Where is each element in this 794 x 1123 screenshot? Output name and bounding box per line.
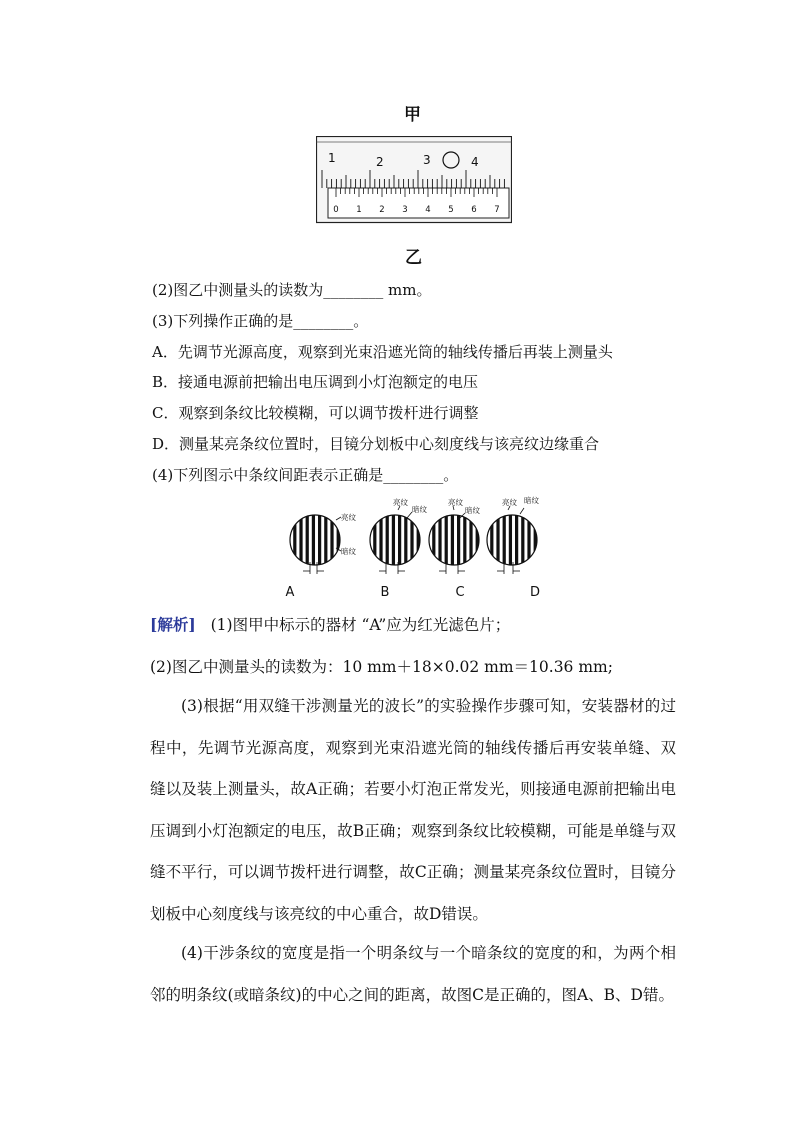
solution-line-1 [150, 614, 676, 636]
fringe-pattern [484, 511, 543, 569]
option-label-a: A [285, 585, 295, 600]
dark-fringe [463, 511, 466, 569]
solution-paragraph-4: (4)干涉条纹的宽度是指一个明条纹与一个暗条纹的宽度的和，为两个相邻的明条纹(或暗条纹)的中心之间的距离，故图C是正确的，图A、B、D错。 [150, 944, 676, 1004]
dark-fringe [527, 511, 530, 569]
fringe-pattern [426, 511, 485, 569]
dark-fringe [482, 511, 485, 569]
vernier-label: 6 [471, 205, 477, 215]
label-dark-d: 暗纹 [524, 496, 539, 505]
vernier-label: 2 [379, 205, 385, 215]
vernier-label: 5 [448, 205, 454, 215]
dark-fringe [330, 511, 333, 569]
label-bright-d: 亮纹 [502, 498, 517, 507]
dark-fringe [293, 511, 296, 569]
dark-fringe [490, 511, 493, 569]
main-scale-label: 4 [471, 155, 479, 169]
dark-fringe [534, 511, 537, 569]
main-scale-label: 3 [423, 153, 431, 167]
dark-fringe [457, 511, 460, 569]
question-3: (3)下列操作正确的是________。 [152, 312, 369, 330]
figure-caption-bottom: 乙 [405, 248, 422, 268]
label-bright-b: 亮纹 [393, 498, 408, 507]
dark-fringe [476, 511, 479, 569]
dark-fringe [324, 511, 327, 569]
option-b: B．接通电源前把输出电压调到小灯泡额定的电压 [152, 373, 479, 391]
dark-fringe [386, 511, 389, 569]
option-a: A．先调节光源高度，观察到光束沿遮光筒的轴线传播后再装上测量头 [152, 343, 613, 361]
main-scale-label: 2 [376, 155, 384, 169]
dark-fringe [423, 511, 426, 569]
vernier-scale-figure [316, 136, 512, 226]
label-bright-c: 亮纹 [448, 498, 463, 507]
dark-fringe [432, 511, 435, 569]
dark-fringe [451, 511, 454, 569]
dark-fringe [398, 511, 401, 569]
dark-fringe [417, 511, 420, 569]
solution-line-2: (2)图乙中测量头的读数为：10 mm＋18×0.02 mm＝10.36 mm; [150, 658, 613, 676]
dark-fringe [318, 511, 321, 569]
label-dark-c: 暗纹 [465, 506, 480, 515]
dark-fringe [312, 511, 315, 569]
question-4: (4)下列图示中条纹间距表示正确是________。 [152, 466, 459, 484]
fringe-pattern [367, 511, 426, 569]
vernier-label: 4 [425, 205, 431, 215]
label-dark-a: 暗纹 [341, 547, 356, 556]
option-d: D．测量某亮条纹位置时，目镜分划板中心刻度线与该亮纹边缘重合 [152, 435, 600, 453]
label-bright-a: 亮纹 [341, 513, 356, 522]
dark-fringe [306, 511, 309, 569]
option-label-d: D [529, 585, 541, 600]
main-scale-label: 1 [328, 151, 336, 165]
figure-caption-top: 甲 [404, 105, 421, 125]
option-label-b: B [380, 585, 390, 600]
fringe-options-figure [282, 496, 554, 604]
dark-fringe [392, 511, 395, 569]
option-c: C．观察到条纹比较模糊，可以调节拨杆进行调整 [152, 404, 479, 422]
solution-tag: [解析] [150, 615, 196, 634]
label-dark-b: 暗纹 [412, 505, 427, 514]
dark-fringe [410, 511, 413, 569]
dark-fringe [503, 511, 506, 569]
vernier-label: 0 [333, 205, 339, 215]
solution-answer-1: (1)图甲中标示的器材 “A”应为红光滤色片； [210, 616, 511, 634]
dark-fringe [515, 511, 518, 569]
vernier-label: 7 [494, 205, 500, 215]
option-label-c: C [455, 585, 465, 600]
question-2: (2)图乙中测量头的读数为________ mm。 [152, 281, 432, 299]
dark-fringe [445, 511, 448, 569]
dark-fringe [469, 511, 472, 569]
dark-fringe [540, 511, 543, 569]
dark-fringe [509, 511, 512, 569]
dark-fringe [404, 511, 407, 569]
dark-fringe [521, 511, 524, 569]
dark-fringe [373, 511, 376, 569]
solution-paragraph-3: (3)根据“用双缝干涉测量光的波长”的实验操作步骤可知，安装器材的过程中，先调节光源高度，观察到光束沿遮光筒的轴线传播后再安装单缝、双缝以及装上测量头，故A正确；若要小灯泡正常发光，则接通电源前把输出电压调到小灯泡额定的电压，故B正确；观察到条纹比较模糊，可能是单缝与双缝不平行，可以调节拨杆进行调整，故C正确；测量某亮条纹位置时，目镜分划板中心刻度线与该亮纹的中心重合，故D错误。 [150, 697, 676, 923]
vernier-label: 1 [356, 205, 362, 215]
vernier-label: 3 [402, 205, 408, 215]
